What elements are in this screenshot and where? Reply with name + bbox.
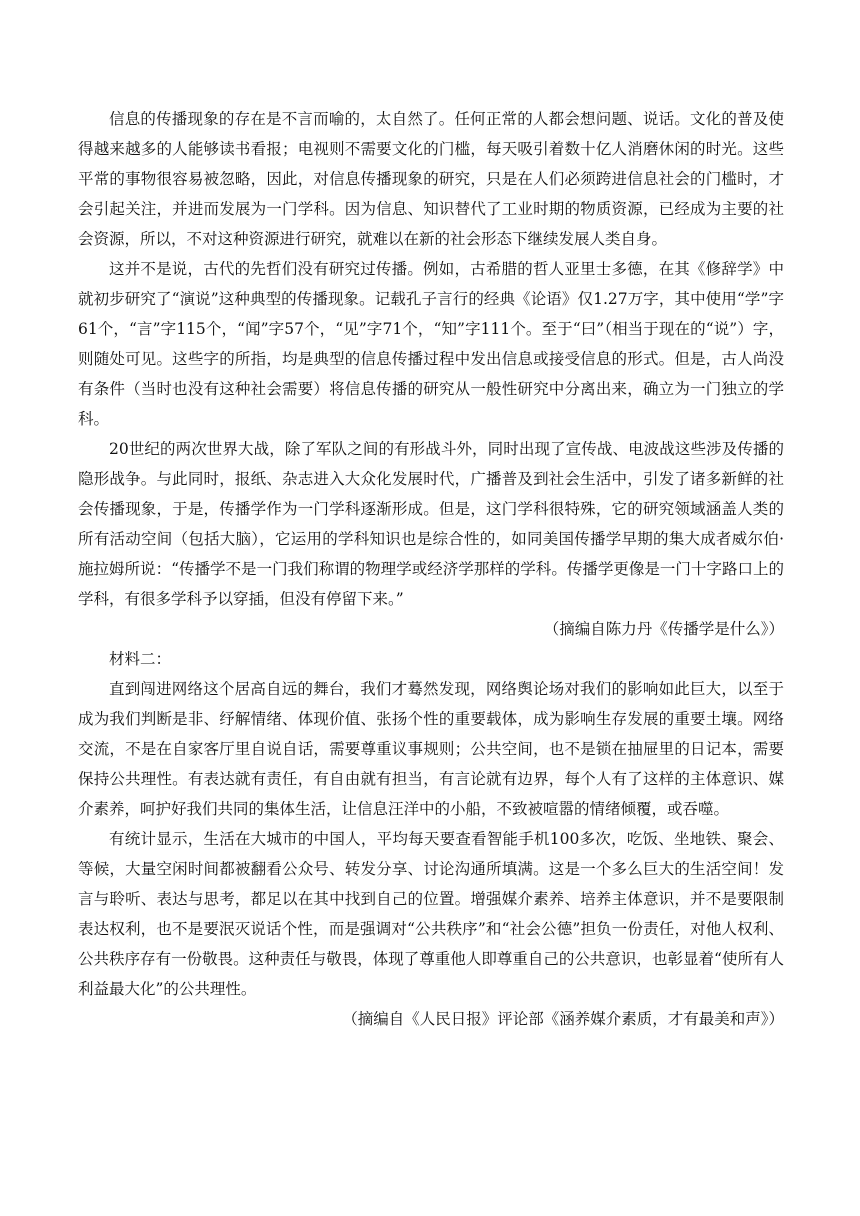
material2-paragraph-1: 直到闯进网络这个居高自远的舞台，我们才蓦然发现，网络舆论场对我们的影响如此巨大，以至于成为我们判断是非、纾解情绪、体现价值、张扬个性的重要载体，成为影响生存发展的重要土壤。网络交流，不是在自家客厅里自说自话，需要尊重议事规则；公共空间，也不是锁在抽屉里的日记本，需要保持公共理性。有表达就有责任，有自由就有担当，有言论就有边界，每个人有了这样的主体意识、媒介素养，呵护好我们共同的集体生活，让信息汪洋中的小船，不致被喧嚣的情绪倾覆，或吞噬。 <box>78 680 784 818</box>
document-page <box>78 104 784 1034</box>
material2-source: （摘编自《人民日报》评论部《涵养媒介素质，才有最美和声》） <box>342 1010 784 1028</box>
material1-source: （摘编自陈力丹《传播学是什么》） <box>543 620 784 638</box>
material1-paragraph-3: 20世纪的两次世界大战，除了军队之间的有形战斗外，同时出现了宣传战、电波战这些涉及传播的隐形战争。与此同时，报纸、杂志进入大众化发展时代，广播普及到社会生活中，引发了诸多新鲜的社会传播现象，于是，传播学作为一门学科逐渐形成。但是，这门学科很特殊，它的研究领域涵盖人类的所有活动空间（包括大脑），它运用的学科知识也是综合性的，如同美国传播学早期的集大成者威尔伯·施拉姆所说：“传播学不是一门我们称谓的物理学或经济学那样的学科。传播学更像是一门十字路口上的学科，有很多学科予以穿插，但没有停留下来。” <box>78 440 784 608</box>
material2-paragraph-2: 有统计显示，生活在大城市的中国人，平均每天要查看智能手机100多次，吃饭、坐地铁、聚会、等候，大量空闲时间都被翻看公众号、转发分享、讨论沟通所填满。这是一个多么巨大的生活空间！发言与聆听、表达与思考，都足以在其中找到自己的位置。增强媒介素养、培养主体意识，并不是要限制表达权利，也不是要泯灭说话个性，而是强调对“公共秩序”和“社会公德”担负一份责任，对他人权利、公共秩序存有一份敬畏。这种责任与敬畏，体现了尊重他人即尊重自己的公共意识，也彰显着“使所有人利益最大化”的公共理性。 <box>78 830 784 998</box>
material2-heading: 材料二： <box>109 650 172 668</box>
material1-paragraph-1: 信息的传播现象的存在是不言而喻的，太自然了。任何正常的人都会想问题、说话。文化的普及使得越来越多的人能够读书看报；电视则不需要文化的门槛，每天吸引着数十亿人消磨休闲的时光。这些平常的事物很容易被忽略，因此，对信息传播现象的研究，只是在人们必须跨进信息社会的门槛时，才会引起关注，并进而发展为一门学科。因为信息、知识替代了工业时期的物质资源，已经成为主要的社会资源，所以，不对这种资源进行研究，就难以在新的社会形态下继续发展人类自身。 <box>78 110 784 248</box>
material1-paragraph-2: 这并不是说，古代的先哲们没有研究过传播。例如，古希腊的哲人亚里士多德，在其《修辞学》中就初步研究了“演说”这种典型的传播现象。记载孔子言行的经典《论语》仅1.27万字，其中使用“学”字61个，“言”字115个，“闻”字57个，“见”字71个，“知”字111个。至于“曰”（相当于现在的“说”）字，则随处可见。这些字的所指，均是典型的信息传播过程中发出信息或接受信息的形式。但是，古人尚没有条件（当时也没有这种社会需要）将信息传播的研究从一般性研究中分离出来，确立为一门独立的学科。 <box>78 260 784 428</box>
